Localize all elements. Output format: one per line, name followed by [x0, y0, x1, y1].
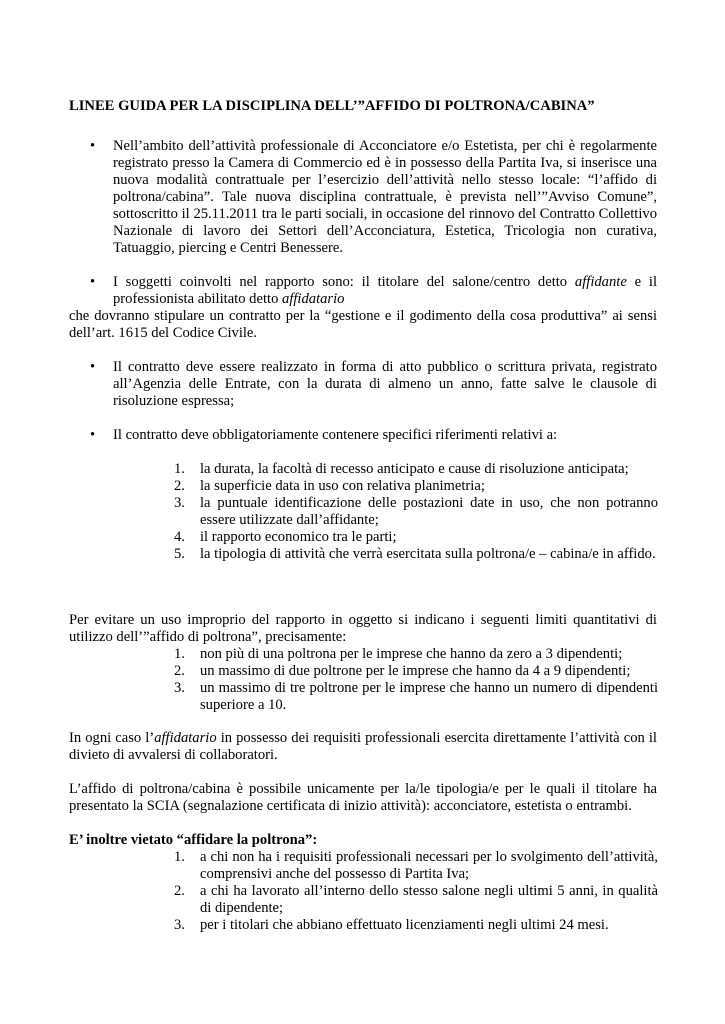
list-limiti	[174, 646, 658, 714]
list-item	[174, 680, 658, 714]
list-item	[174, 478, 658, 495]
list-riferimenti	[174, 461, 658, 563]
list-number: 2.	[174, 478, 185, 494]
list-number: 2.	[174, 883, 185, 899]
list-item	[174, 646, 658, 663]
list-item	[174, 461, 658, 478]
list-item	[174, 529, 658, 546]
list-text: per i titolari che abbiano effettuato licenziamenti negli ultimi 24 mesi.	[200, 917, 609, 933]
paragraph-stipulare: che dovranno stipulare un contratto per la “gestione e il godimento della cosa produttiva” ai sensi dell’art. 1615 del Codice Civile.	[69, 308, 657, 341]
bullet-item-soggetti	[90, 274, 657, 308]
list-item	[174, 917, 658, 934]
list-number: 3.	[174, 495, 185, 511]
list-item	[174, 546, 658, 563]
list-text: non più di una poltrona per le imprese che hanno da zero a 3 dipendenti;	[200, 646, 623, 662]
bullet-item-riferimenti	[90, 427, 657, 444]
list-number: 3.	[174, 680, 185, 696]
bullet-text: Il contratto deve essere realizzato in forma di atto pubblico o scrittura privata, registrato all’Agenzia delle Entrate, con la durata di almeno un anno, fatte salve le clausole di risoluzione espressa;	[113, 359, 657, 409]
bullet-text: Il contratto deve obbligatoriamente contenere specifici riferimenti relativi a:	[113, 427, 558, 443]
list-item	[174, 495, 658, 529]
list-number: 1.	[174, 461, 185, 477]
list-item	[174, 663, 658, 680]
term-affidatario: affidatario	[282, 291, 345, 307]
paragraph-scia: L’affido di poltrona/cabina è possibile unicamente per la/le tipologia/e per le quali il titolare ha presentato la SCIA (segnalazione certificata di inizio attività): acconciatore, estetista o entrambi.	[69, 781, 657, 814]
list-text: il rapporto economico tra le parti;	[200, 529, 397, 545]
document-title: LINEE GUIDA PER LA DISCIPLINA DELL’”AFFIDO DI POLTRONA/CABINA”	[69, 98, 595, 114]
list-text: la durata, la facoltà di recesso anticipato e cause di risoluzione anticipata;	[200, 461, 629, 477]
list-number: 1.	[174, 849, 185, 865]
heading-vietato: E’ inoltre vietato “affidare la poltrona”:	[69, 832, 318, 848]
list-text: la puntuale identificazione delle postazioni date in uso, che non potranno essere utilizzate dall’affidante;	[200, 495, 658, 528]
list-vietato	[174, 849, 658, 934]
list-text: a chi ha lavorato all’interno dello stesso salone negli ultimi 5 anni, in qualità di dipendente;	[200, 883, 658, 916]
bullet-icon: •	[90, 138, 96, 154]
paragraph-limiti: Per evitare un uso improprio del rapporto in oggetto si indicano i seguenti limiti quantitativi di utilizzo dell’”affido di poltrona”, precisamente:	[69, 612, 657, 645]
bullet-text	[113, 274, 657, 308]
list-text: un massimo di due poltrone per le imprese che hanno da 4 a 9 dipendenti;	[200, 663, 631, 679]
bullet-icon: •	[90, 274, 96, 290]
list-text: un massimo di tre poltrone per le imprese che hanno un numero di dipendenti superiore a 10.	[200, 680, 658, 713]
bullet-icon: •	[90, 359, 96, 375]
list-number: 5.	[174, 546, 185, 562]
list-text: la superficie data in uso con relativa planimetria;	[200, 478, 485, 494]
text-run: I soggetti coinvolti nel rapporto sono: il titolare del salone/centro detto	[113, 274, 575, 290]
list-text: a chi non ha i requisiti professionali necessari per lo svolgimento dell’attività, comprensivi anche del possesso di Partita Iva;	[200, 849, 658, 882]
bullet-text: Nell’ambito dell’attività professionale di Acconciatore e/o Estetista, per chi è regolarmente registrato presso la Camera di Commercio ed è in possesso della Partita Iva, si inserisce una nuova modalità contrattuale per l’esercizio dell’attività nello stesso locale: “l’affido di poltrona/cabina”. Tale nuova disciplina contrattuale, è prevista nell’”Avviso Comune”, sottoscritto il 25.11.2011 tra le parti sociali, in occasione del rinnovo del Contratto Collettivo Nazionale di lavoro dei Settori dell’Acconciatura, Estetica, Tricologia non curativa, Tatuaggio, piercing e Centri Benessere.	[113, 138, 657, 256]
term-affidante: affidante	[574, 274, 627, 290]
list-item	[174, 849, 658, 883]
bullet-item-ambito	[90, 138, 657, 257]
list-number: 1.	[174, 646, 185, 662]
bullet-item-forma	[90, 359, 657, 410]
text-run: In ogni caso l’	[69, 730, 155, 746]
list-text: la tipologia di attività che verrà esercitata sulla poltrona/e – cabina/e in affido.	[200, 546, 656, 562]
text-run: e il professionista abilitato detto	[113, 274, 658, 307]
list-number: 3.	[174, 917, 185, 933]
paragraph-affidatario	[69, 730, 657, 764]
list-number: 2.	[174, 663, 185, 679]
list-number: 4.	[174, 529, 185, 545]
bullet-icon: •	[90, 427, 96, 443]
term-affidatario: affidatario	[154, 730, 217, 746]
text-run: in possesso dei requisiti professionali esercita direttamente l’attività con il divieto di avvalersi di collaboratori.	[69, 730, 657, 763]
list-item	[174, 883, 658, 917]
